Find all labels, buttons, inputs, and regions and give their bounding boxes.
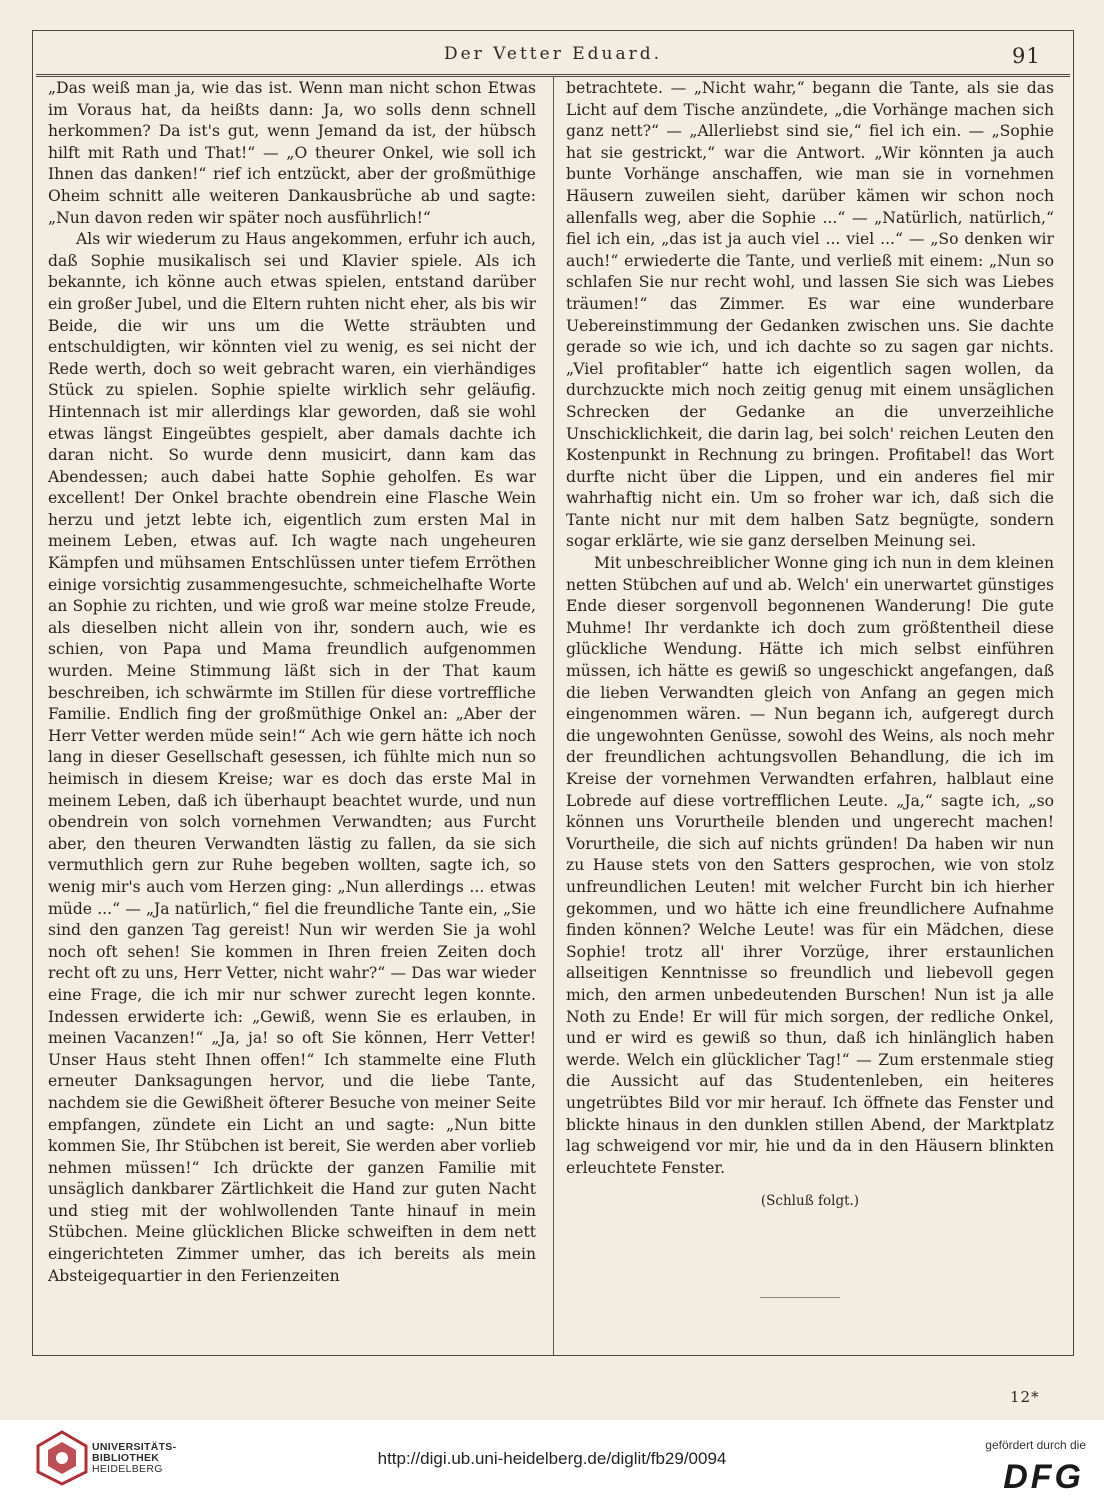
library-name-line: BIBLIOTHEK — [92, 1452, 160, 1464]
permalink-url[interactable]: http://digi.ub.uni-heidelberg.de/diglit/fb29/0094 — [377, 1449, 727, 1468]
library-name-line: UNIVERSITÄTS- — [92, 1441, 177, 1453]
end-ornament-line — [760, 1297, 840, 1298]
footer-rule — [36, 1355, 1070, 1356]
running-title: Der Vetter Eduard. — [443, 44, 663, 64]
paragraph: Als wir wiederum zu Haus angekommen, erfuhr ich auch, daß Sophie musikalisch sei und Klavier spiele. Als ich bekannte, ich könne auch etwas spielen, entstand darüber ein großer Jubel, und die Eltern ruhten nicht eher, als bis wir Beide, die wir uns um die Wette sträubten und entschuldigten, wir könnten viel zu wenig, es sei nicht der Rede werth, doch so weit gebracht waren, ein vierhändiges Stück zu spielen. Sophie spielte wirklich sehr geläufig. Hintennach ist mir allerdings klar geworden, daß sie wohl etwas längst Eingeübtes gespielt, aber damals dachte ich daran nicht. So wurde denn musicirt, dann kam das Abendessen; auch dabei hatte Sophie geholfen. Es war excellent! Der Onkel brachte obendrein eine Flasche Wein herzu und jetzt lebte ich, eigentlich zum ersten Mal in meinem Leben, etwas auf. Ich wagte nach ungeheuren Kämpfen und mühsamen Entschlüssen unter tiefem Erröthen einige vorsichtig zusammengesuchte, schmeichelhafte Worte an Sophie zu richten, und wie groß war meine stolze Freude, als dieselben nicht allein von ihr, sondern auch, wie es schien, von Papa und Mama freundlich aufgenommen wurden. Meine Stimmung läßt sich in der That kaum beschreiben, ich schwärmte im Stillen für diese vortreffliche Familie. Endlich fing der großmüthige Onkel an: „Aber der Herr Vetter werden müde sein!“ Ach wie gern hätte ich noch lang in dieser Gesellschaft gesessen, ich fühlte mich nun so heimisch in diesem Kreise; war es doch das erste Mal in meinem Leben, daß ich überhaupt beachtet wurde, und nun obendrein von solch vornehmen Verwandten; aus Furcht aber, den theuren Verwandten lästig zu fallen, da sie sich vermuthlich gern zur Ruhe begeben wollten, sagte ich, so wenig mir's auch vom Herzen ging: „Nun allerdings ... etwas müde ...“ — „Ja natürlich,“ fiel die freundliche Tante ein, „Sie sind den ganzen Tag gereist! Nun wir werden Sie ja wohl noch oft sehen! Sie kommen in Ihren freien Zeiten doch recht oft zu uns, Herr Vetter, nicht wahr?“ — Das war wieder eine Frage, die ich mir nur schwer zurecht legen konnte. Indessen erwiderte ich: „Gewiß, wenn Sie es erlauben, in meinen Vacanzen!“ „Ja, ja! so oft Sie können, Herr Vetter! Unser Haus steht Ihnen offen!“ Ich stammelte eine Fluth erneuter Danksagungen hervor, und die liebe Tante, nachdem sie die Gewißheit öfterer Besuche von meiner Seite empfangen, zündete ein Licht an und sagte: „Nun bitte kommen Sie, Ihr Stübchen ist bereit, Sie werden aber vorlieb nehmen müssen!“ Ich drückte der ganzen Familie mit unsäglich dankbarer Zärtlichkeit die Hand zur guten Nacht und stieg mit der wohlwollenden Tante hinauf in mein Stübchen. Meine glücklichen Blicke schweiften in dem nett eingerichteten Zimmer umher, das ich bereits als mein Absteigequartier in den Ferienzeiten — [48, 230, 536, 1285]
library-name-line: HEIDELBERG — [92, 1463, 163, 1475]
funded-by-label: gefördert durch die — [985, 1438, 1086, 1452]
signature-mark: 12* — [1010, 1388, 1040, 1406]
header-rule — [36, 74, 1070, 75]
column-divider — [553, 76, 554, 1356]
paragraph: Mit unbeschreiblicher Wonne ging ich nun in dem kleinen netten Stübchen auf und ab. Welch' ein unerwartet günstiges Ende dieser sorgenvoll begonnenen Wanderung! Die gute Muhme! Ihr verdankte ich doch zum größtentheil diese glückliche Wendung. Hätte ich mich selbst einführen müssen, ich hätte es gewiß so ungeschickt angefangen, daß die lieben Verwandten gleich von Anfang an gegen mich eingenommen wären. — Nun begann ich, aufgeregt durch die ungewohnten Genüsse, sowohl des Weins, als noch mehr der freundlichen achtungsvollen Behandlung, die ich im Kreise der vornehmen Verwandten erfahren, halblaut eine Lobrede auf diese vortrefflichen Leute. „Ja,“ sagte ich, „so können uns Vorurtheile blenden und ungerecht machen! Vorurtheile, die sich auf nichts gründen! Da haben wir nun zu Hause stets von den Satters gesprochen, wie von stolz unfreundlichen Leuten! mit welcher Furcht bin ich hierher gekommen, und wo hätte ich eine freundlichere Aufnahme finden können? Welche Leute! was für ein Mädchen, diese Sophie! trotz all' ihrer Vorzüge, ihrer erstaunlichen allseitigen Kenntnisse so freundlich und liebevoll gegen mich, den armen unbedeutenden Burschen! Nun ist ja alle Noth zu Ende! Er will für mich sorgen, der redliche Onkel, und er wird es gewiß so thun, daß ich hinlänglich haben werde. Welch ein glücklicher Tag!“ — Zum erstenmale stieg die Aussicht auf das Studentenleben, ein heiteres ungetrübtes Bild vor mir herauf. Ich öffnete das Fenster und blickte hinaus in den dunklen stillen Abend, der Marktplatz lag schweigend vor mir, hie und da in den Häusern blinkten erleuchtete Fenster. — [566, 554, 1054, 1177]
page-number: 91 — [1012, 44, 1041, 68]
continuation-note: (Schluß folgt.) — [760, 1193, 860, 1210]
paragraph: betrachtete. — „Nicht wahr,“ begann die Tante, als sie das Licht auf dem Tische anzündete, „die Vorhänge machen sich ganz nett?“ — „Allerliebst sind sie,“ fiel ich ein. — „Sophie hat sie gestrickt,“ war die Antwort. „Wir könnten ja auch bunte Vorhänge anschaffen, wie man sie in vornehmen Häusern zuweilen sieht, darüber kämen wir schon noch allenfalls weg, aber die Sophie ...“ — „Natürlich, natürlich,“ fiel ich ein, „das ist ja auch viel ... viel ...“ — „So denken wir auch!“ erwiederte die Tante, und verließ mit einem: „Nun so schlafen Sie nur recht wohl, und lassen Sie sich was Liebes träumen!“ das Zimmer. Es war eine wunderbare Uebereinstimmung der Gedanken zwischen uns. Sie dachte gerade so wie ich, und ich dachte so zu sagen gar nichts. „Viel profitabler“ hatte ich eigentlich sagen wollen, da durchzuckte mich noch zeitig genug mit einem unsäglichen Schrecken der Gedanke an die unverzeihliche Unschicklichkeit, die darin lag, bei solch' reichen Leuten den Kostenpunkt in Rechnung zu bringen. Profitabel! das Wort durfte nicht über die Lippen, und ein anderes fiel mir wahrhaftig nicht ein. Um so froher war ich, daß sich die Tante nicht nur mit dem halben Satz begnügte, sondern sogar erklärte, wie sie ganz derselben Meinung sei. — [566, 79, 1054, 551]
viewer-footer — [0, 1420, 1104, 1507]
right-text-column — [566, 78, 1054, 1346]
left-text-column — [48, 78, 536, 1346]
paragraph: „Das weiß man ja, wie das ist. Wenn man nicht schon Etwas im Voraus hat, da heißts dann: Ja, wo solls denn schnell herkommen? Da ist's gut, wenn Jemand da ist, der hübsch hilft mit Rath und That!“ — „O theurer Onkel, wie soll ich Ihnen das danken!“ rief ich entzückt, aber der großmüthige Oheim schnitt alle weiteren Dankausbrüche ab und sagte: „Nun davon reden wir später noch ausführlich!“ — [48, 79, 536, 227]
dfg-logo: DFG — [1003, 1458, 1084, 1496]
